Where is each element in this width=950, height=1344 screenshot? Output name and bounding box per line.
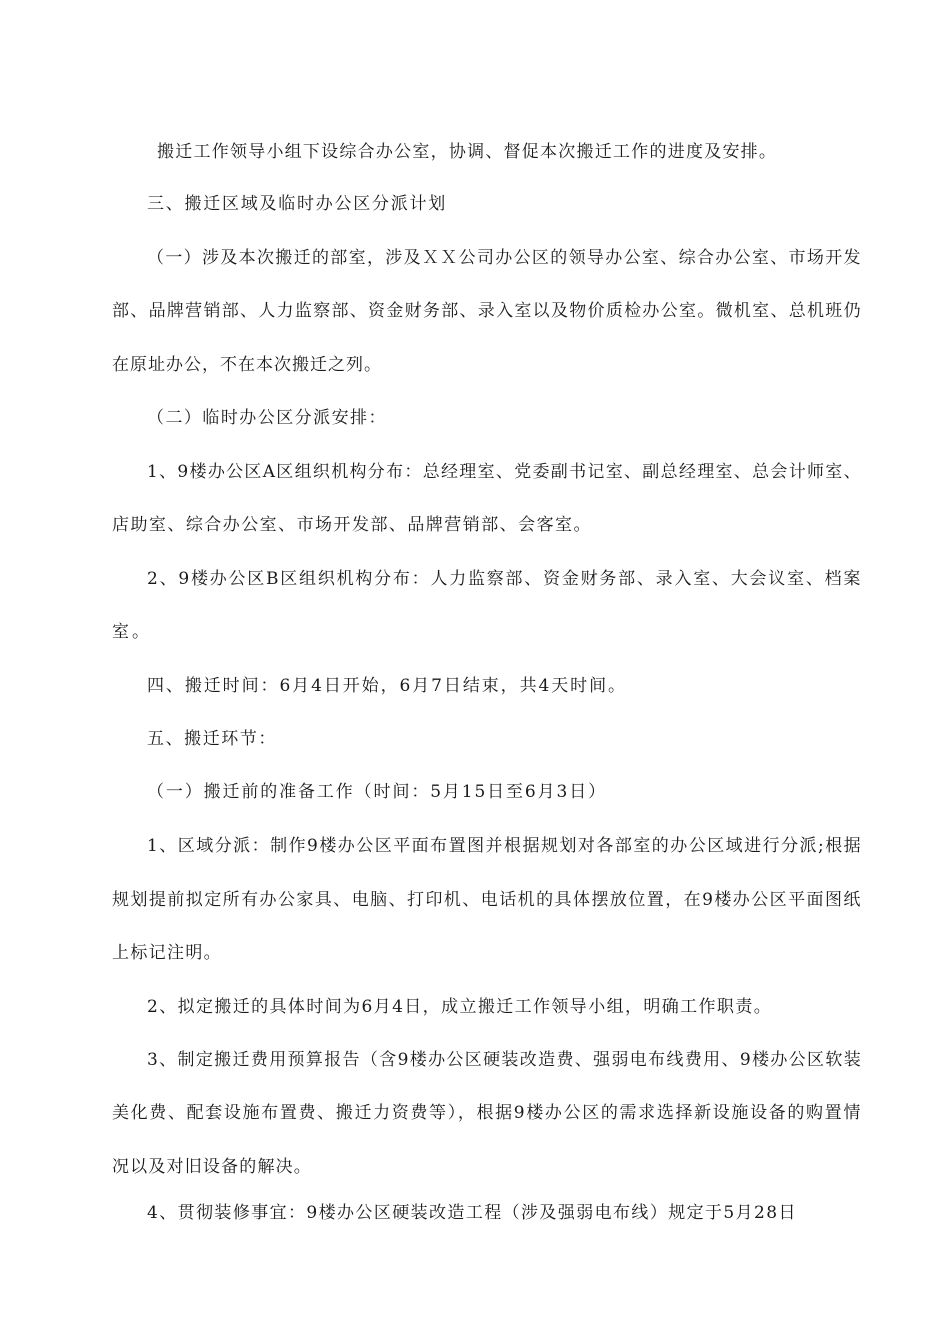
paragraph-line: 搬迁工作领导小组下设综合办公室，协调、督促本次搬迁工作的进度及安排。 (157, 142, 778, 162)
paragraph-line: 2、拟定搬迁的具体时间为6月4日，成立搬迁工作领导小组，明确工作职责。 (147, 997, 773, 1017)
paragraph-line: 2、9楼办公区B区组织机构分布：人力监察部、资金财务部、录入室、大会议室、档案 (147, 569, 863, 589)
paragraph-line: （二）临时办公区分派安排： (147, 408, 387, 428)
paragraph-line: 1、9楼办公区A区组织机构分布：总经理室、党委副书记室、副总经理室、总会计师室、 (147, 462, 862, 482)
paragraph-line: 店助室、综合办公室、市场开发部、品牌营销部、会客室。 (112, 515, 592, 535)
section-heading: 三、搬迁区域及临时办公区分派计划 (147, 194, 447, 214)
paragraph-line: 况以及对旧设备的解决。 (112, 1157, 312, 1177)
paragraph-line: 1、区域分派：制作9楼办公区平面布置图并根据规划对各部室的办公区域进行分派;根据 (147, 836, 863, 856)
paragraph-line: （一）搬迁前的准备工作（时间：5月15日至6月3日） (147, 782, 607, 802)
paragraph-line: 规划提前拟定所有办公家具、电脑、打印机、电话机的具体摆放位置，在9楼办公区平面图纸 (112, 890, 862, 910)
paragraph-line: 美化费、配套设施布置费、搬迁力资费等），根据9楼办公区的需求选择新设施设备的购置情 (112, 1103, 862, 1123)
paragraph-line: 室。 (112, 622, 152, 642)
paragraph-line: 部、品牌营销部、人力监察部、资金财务部、录入室以及物价质检办公室。微机室、总机班仍 (112, 301, 862, 321)
paragraph-line: 4、贯彻装修事宜：9楼办公区硬装改造工程（涉及强弱电布线）规定于5月28日 (147, 1203, 797, 1223)
paragraph-line: 上标记注明。 (112, 943, 222, 963)
paragraph-line: （一）涉及本次搬迁的部室，涉及ＸＸ公司办公区的领导办公室、综合办公室、市场开发 (147, 248, 862, 268)
section-heading: 五、搬迁环节： (147, 729, 277, 749)
paragraph-line: 3、制定搬迁费用预算报告（含9楼办公区硬装改造费、强弱电布线费用、9楼办公区软装 (147, 1050, 863, 1070)
paragraph-line: 在原址办公，不在本次搬迁之列。 (112, 355, 382, 375)
section-heading: 四、搬迁时间：6月4日开始，6月7日结束，共4天时间。 (147, 676, 627, 696)
